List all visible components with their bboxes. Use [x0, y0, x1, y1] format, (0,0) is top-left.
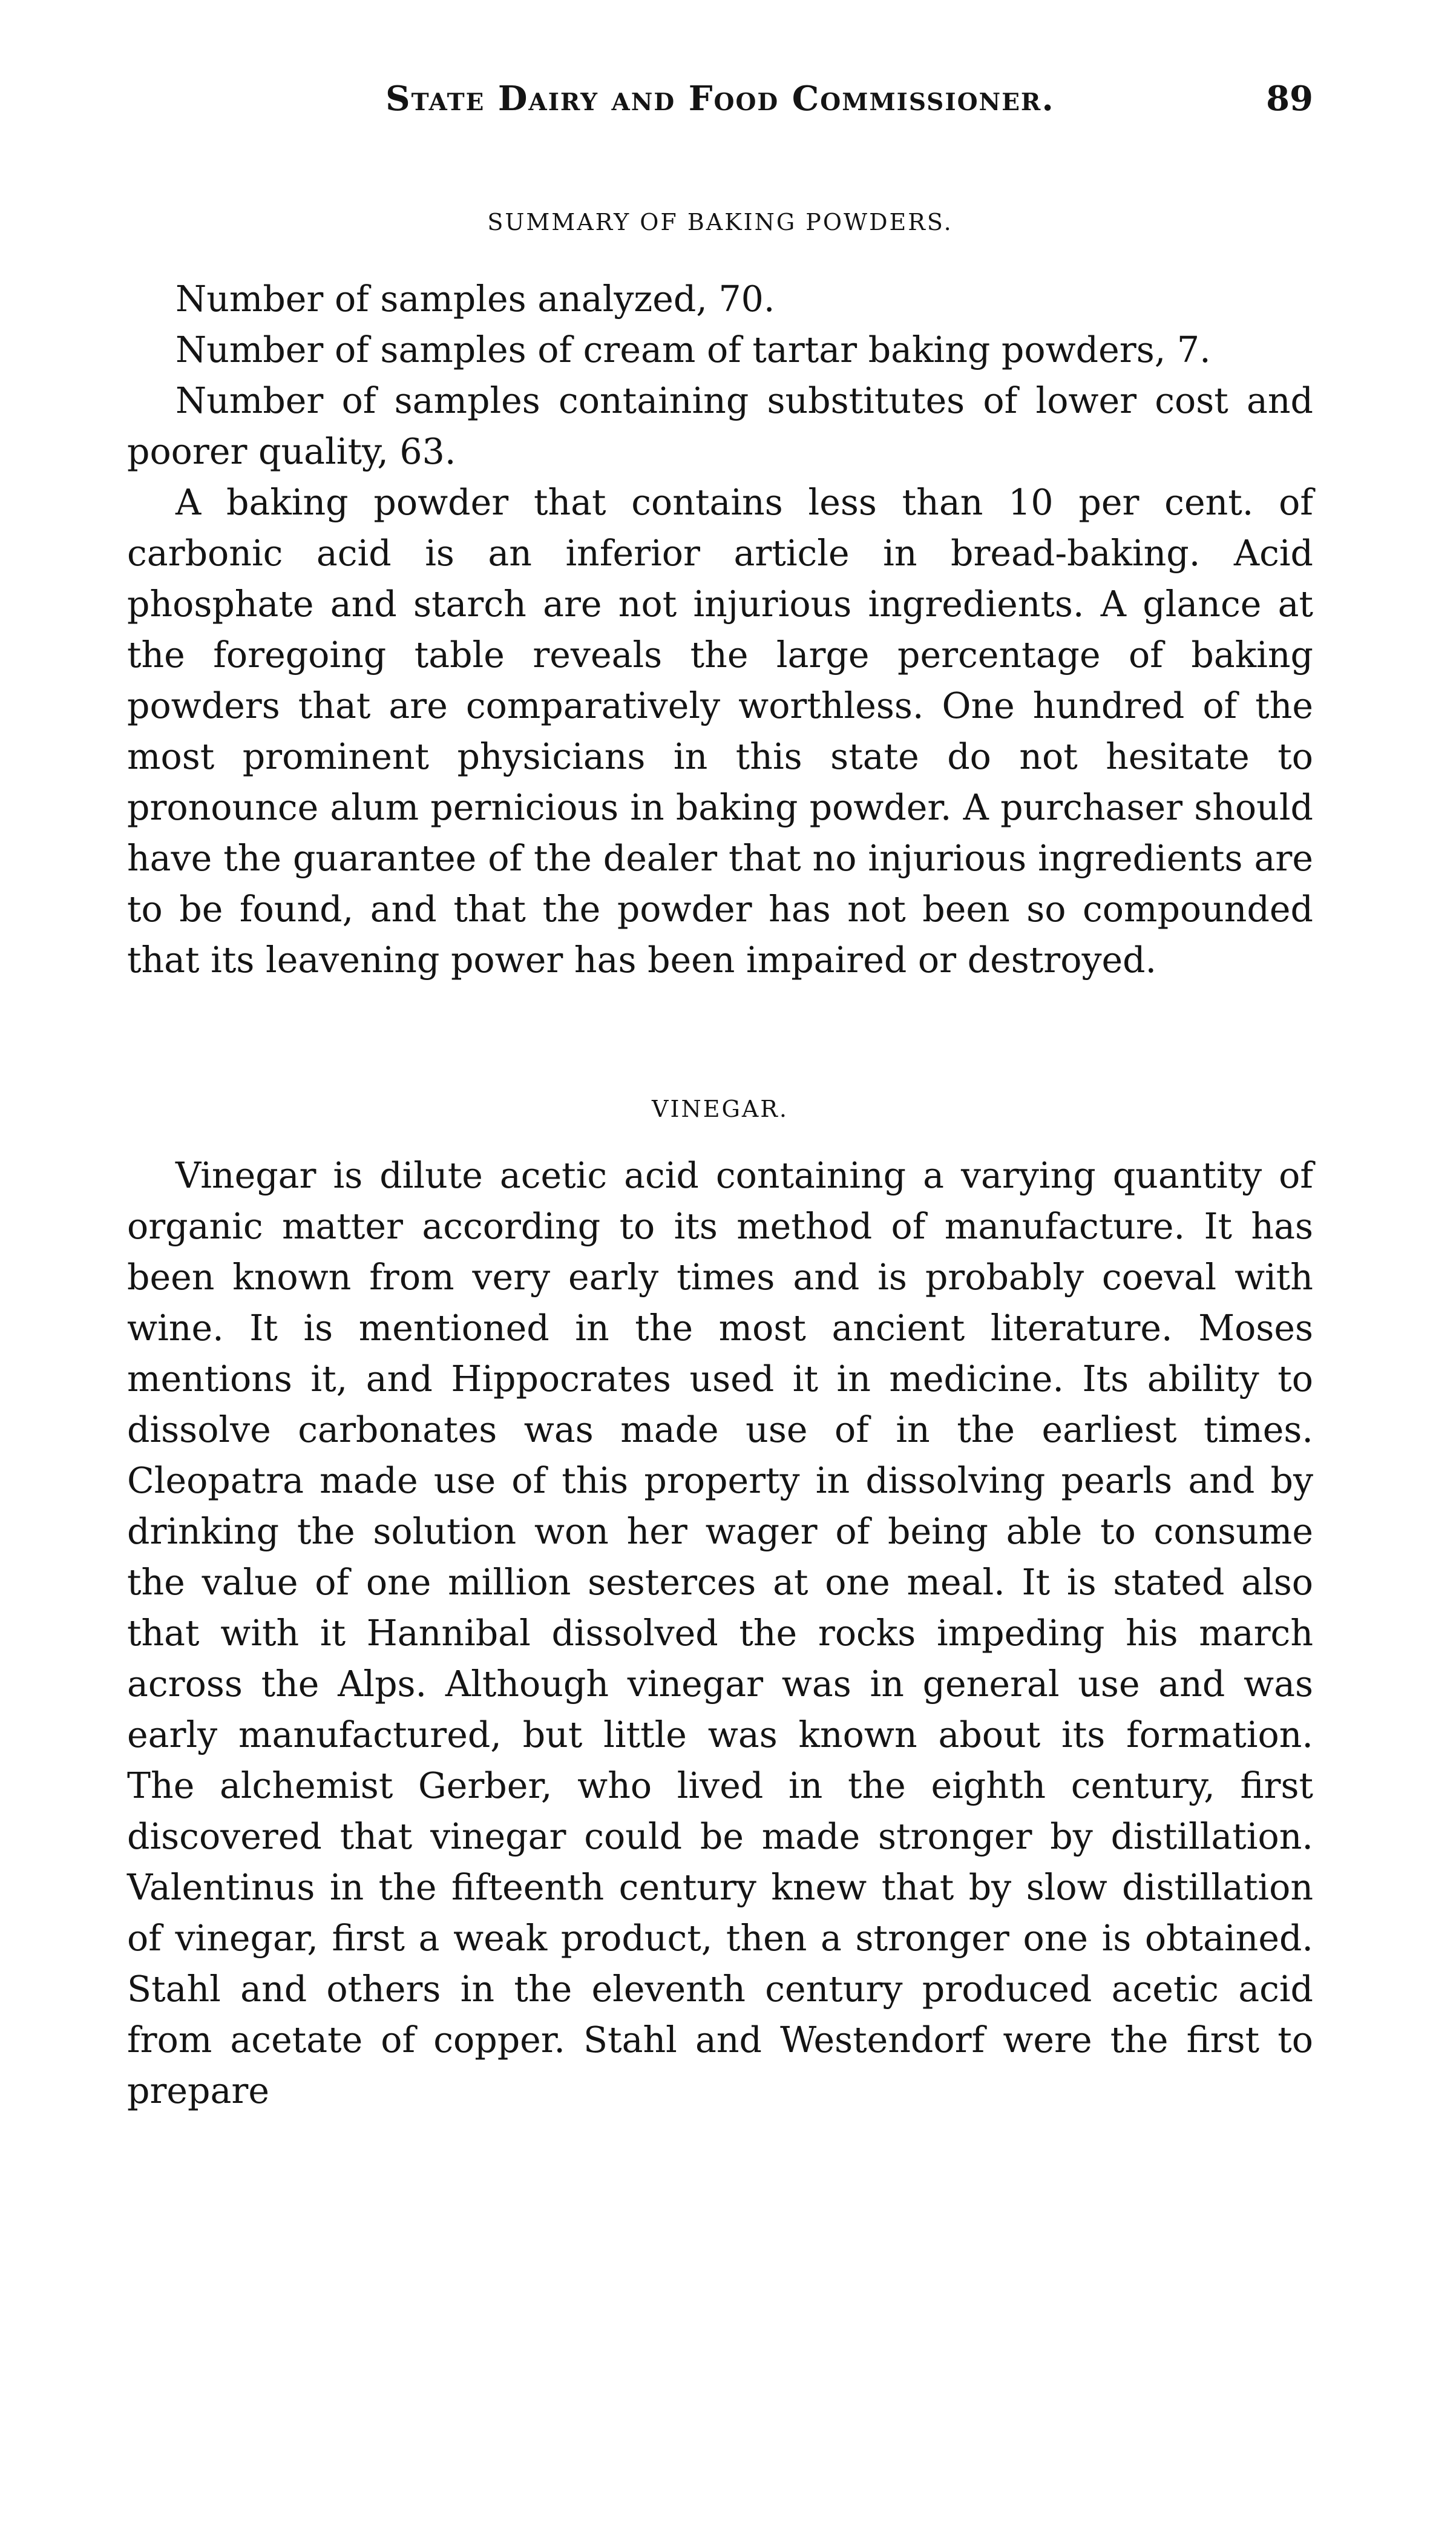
paragraph-vinegar-history: Vinegar is dilute acetic acid containing a varying quantity of organic matter according to its method of manufacture. It has been known from very early times and is probably coeval with wine. It is mentioned in the most ancient literature. Moses mentions it, and Hippocrates used it in medicine. Its ability to dissolve carbonates was made use of in the earliest times. Cleopatra made use of this property in dissolving pearls and by drinking the solution won her wager of being able to consume the value of one million sesterces at one meal. It is stated also that with it Hannibal dissolved the rocks impeding his march across the Alps. Although vinegar was in general use and was early manufactured, but little was known about its formation. The alchemist Gerber, who lived in the eighth century, first discovered that vinegar could be made stronger by distillation. Valentinus in the fifteenth century knew that by slow distillation of vinegar, first a weak product, then a stronger one is obtained. Stahl and others in the eleventh century produced acetic acid from acetate of copper. Stahl and Westendorf were the first to prepare [127, 1155, 1313, 2111]
section-heading-summary-of-baking-powders: SUMMARY OF BAKING POWDERS. [487, 209, 953, 235]
running-title: State Dairy and Food Commissioner. [385, 79, 1055, 119]
vinegar-section-body [127, 1150, 1313, 2116]
paragraph-baking-powder-discussion: A baking powder that contains less than 10 per cent. of carbonic acid is an inferior article in bread-baking. Acid phosphate and starch are not injurious ingredients. A glance at the foregoing table reveals the large percentage of baking powders that are comparatively worthless. One hundred of the most prominent physicians in this state do not hesitate to pronounce alum pernicious in baking powder. A purchaser should have the guarantee of the dealer that no injurious ingredients are to be found, and that the powder has not been so compounded that its leavening power has been impaired or destroyed. [127, 482, 1313, 981]
paragraph-cream-of-tartar-samples: Number of samples of cream of tartar baking powders, 7. [175, 329, 1211, 370]
running-head [121, 79, 1319, 127]
summary-section-body [127, 274, 1313, 985]
paragraph-substitute-samples: Number of samples containing substitutes of lower cost and poorer quality, 63. [127, 380, 1313, 472]
page-number: 89 [1266, 79, 1313, 119]
paragraph-samples-analyzed: Number of samples analyzed, 70. [175, 278, 775, 320]
section-heading-vinegar: VINEGAR. [652, 1096, 789, 1122]
